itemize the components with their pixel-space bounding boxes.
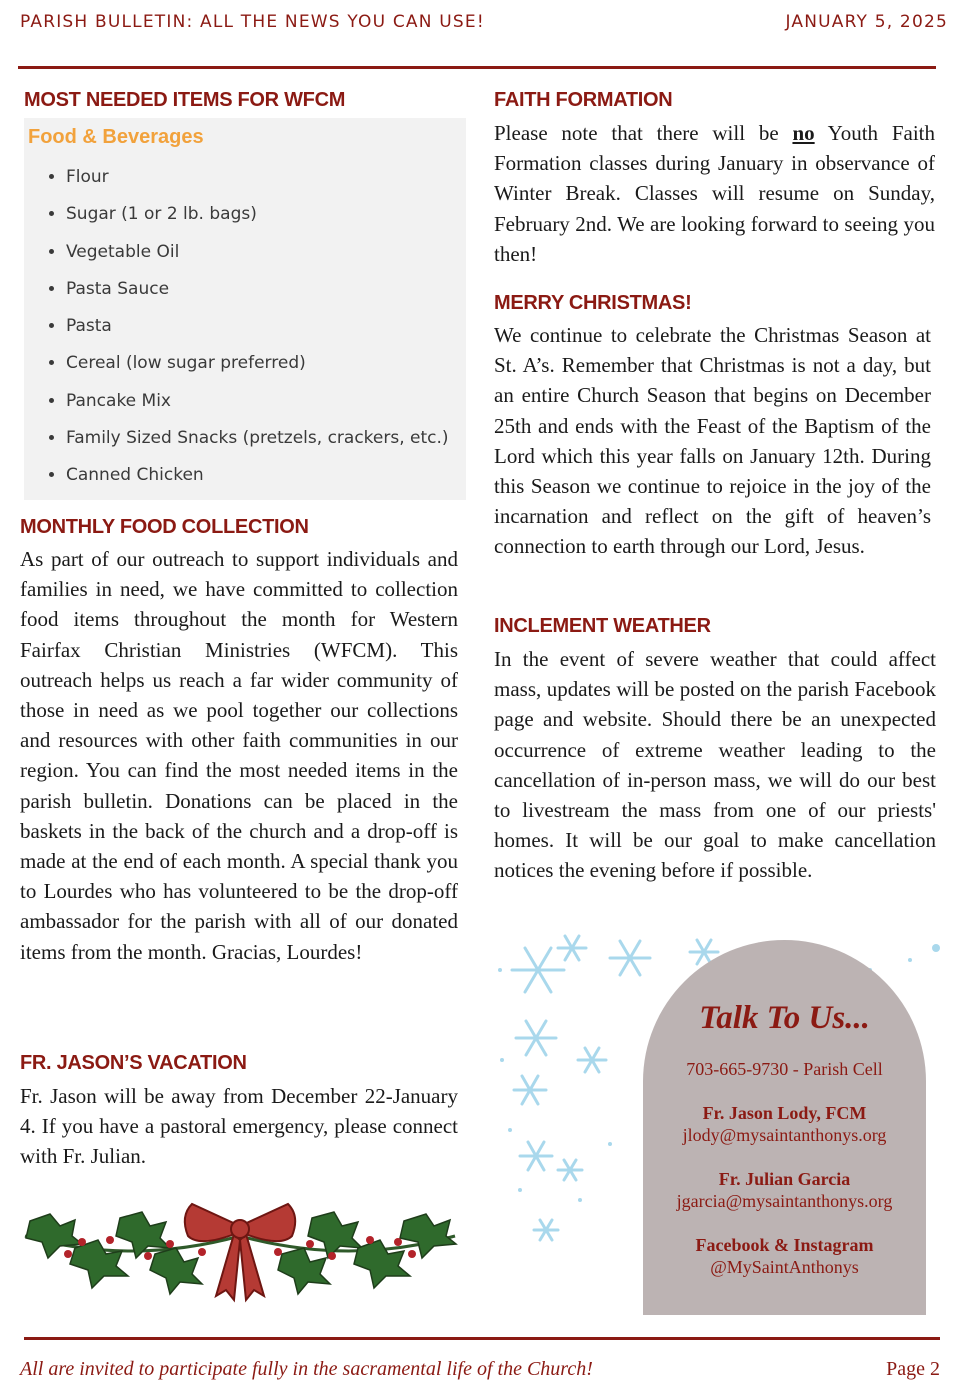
- list-item: • Canned Chicken: [66, 460, 449, 497]
- page-number: Page 2: [886, 1358, 940, 1380]
- list-item: • Cereal (low sugar preferred): [66, 348, 449, 385]
- contact-card: [643, 940, 926, 1315]
- christmas-body: We continue to celebrate the Christmas Season at St. A’s. Remember that Christmas is not a day, but an entire Church Season that begins on December 25th and ends with the Feast of the Baptism of the Lord which this year falls on January 12th. During this Season we continue to rejoice in the joy of the incarnation and reflect on the gift of heaven’s connection to earth through our Lord, Jesus.: [494, 323, 931, 559]
- contact-email[interactable]: jgarcia@mysaintanthonys.org: [676, 1191, 893, 1211]
- christmas-title: MERRY CHRISTMAS!: [494, 292, 692, 314]
- social-label: Facebook & Instagram: [695, 1235, 874, 1255]
- faith-formation-emphasis: no: [792, 121, 815, 145]
- faith-formation-title: FAITH FORMATION: [494, 89, 673, 111]
- vacation-body: Fr. Jason will be away from December 22-January 4. If you have a pastoral emergency, please connect with Fr. Julian.: [20, 1084, 458, 1169]
- contact-name: Fr. Julian Garcia: [718, 1169, 851, 1189]
- vacation-title: FR. JASON’S VACATION: [20, 1052, 247, 1074]
- bulletin-date: JANUARY 5, 2025: [785, 12, 948, 32]
- header-rule: [18, 66, 936, 69]
- monthly-food-body: As part of our outreach to support individuals and families in need, we have committed to collection food items throughout the month for Western Fairfax Christian Ministries (WFCM). This outreach helps us reach a far wider community of those in need as we pool together our collections and resources with other faith communities in our region. You can find the most needed items in the parish bulletin. Donations can be placed in the baskets in the back of the church and a drop-off is made at the end of each month. A special thank you to Lourdes who has volunteered to be the drop-off ambassador for the parish with all of our donated items from the month. Gracias, Lourdes!: [20, 547, 458, 964]
- faith-formation-text: Please note that there will be: [494, 121, 793, 145]
- faith-formation-text: Youth Faith Formation classes during January in observance of Winter Break. Classes will resume on Sunday, February 2nd. We are looking forward to seeing you then!: [494, 121, 935, 266]
- social-handle[interactable]: @MySaintAnthonys: [710, 1257, 859, 1277]
- weather-title: INCLEMENT WEATHER: [494, 615, 711, 637]
- weather-body: In the event of severe weather that could affect mass, updates will be posted on the parish Facebook page and website. Should there be an unexpected occurrence of extreme weather leading to the cancellation of in-person mass, we will do our best to livestream the mass from one of our priests' homes. It will be our goal to make cancellation notices the evening before if possible.: [494, 647, 936, 883]
- most-needed-title: MOST NEEDED ITEMS FOR WFCM: [24, 89, 346, 111]
- list-item: • Flour: [66, 162, 449, 199]
- most-needed-list: [66, 162, 449, 498]
- footer-rule: [24, 1337, 940, 1340]
- most-needed-subtitle: Food & Beverages: [28, 126, 204, 148]
- footer-tagline: All are invited to participate fully in the sacramental life of the Church!: [20, 1358, 593, 1380]
- contact-card-title: Talk To Us...: [699, 1000, 870, 1036]
- faith-formation-body: [494, 118, 935, 269]
- most-needed-box: [24, 118, 466, 500]
- list-item: • Sugar (1 or 2 lb. bags): [66, 199, 449, 236]
- list-item: • Pancake Mix: [66, 386, 449, 423]
- list-item: • Pasta: [66, 311, 449, 348]
- parish-phone: 703-665-9730 - Parish Cell: [686, 1059, 883, 1079]
- list-item: • Pasta Sauce: [66, 274, 449, 311]
- list-item: • Family Sized Snacks (pretzels, crackers, etc.): [66, 423, 449, 460]
- monthly-food-title: MONTHLY FOOD COLLECTION: [20, 516, 309, 538]
- list-item: • Vegetable Oil: [66, 237, 449, 274]
- contact-email[interactable]: jlody@mysaintanthonys.org: [682, 1125, 887, 1145]
- contact-name: Fr. Jason Lody, FCM: [702, 1103, 867, 1123]
- holly-garland-icon: [20, 1196, 460, 1308]
- bulletin-title: PARISH BULLETIN: ALL THE NEWS YOU CAN USE!: [20, 12, 485, 32]
